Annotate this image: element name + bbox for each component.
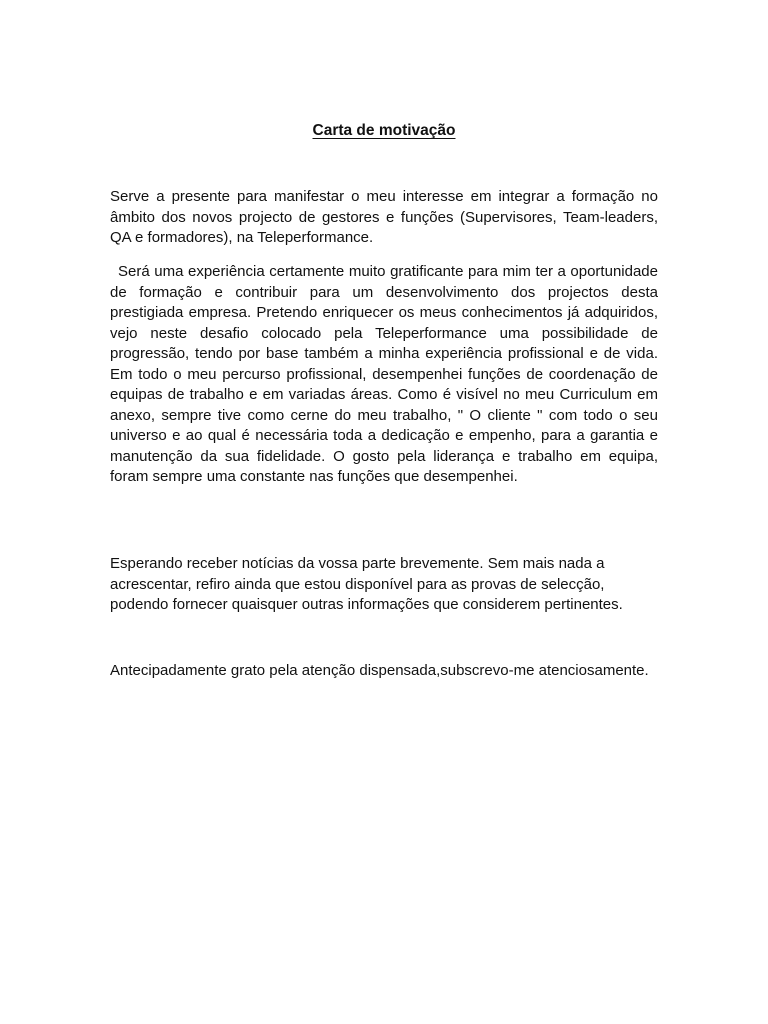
paragraph-experience: Será uma experiência certamente muito gratificante para mim ter a oportunidade de formação e contribuir para um desenvolvimento dos projectos desta prestigiada empresa. Pretendo enriquecer os meus conhecimentos já adquiridos, vejo neste desafio colocado pela Teleperformance uma possibilidade de progressão, tendo por base também a minha experiência profissional e de vida. Em todo o meu percurso profissional, desempenhei funções de coordenação de equipas de trabalho e em variadas áreas. Como é visível no meu Curriculum em anexo, sempre tive como cerne do meu trabalho, " O cliente " com todo o seu universo e ao qual é necessária toda a dedicação e empenho, para a garantia e manutenção da sua fidelidade. O gosto pela liderança e trabalho em equipa, foram sempre uma constante nas funções que desempenhei. — [110, 263, 658, 485]
letter-title: Carta de motivação — [312, 122, 456, 139]
paragraph-signoff: Antecipadamente grato pela atenção dispensada,subscrevo-me atenciosamente. — [110, 662, 649, 679]
paragraph-intro: Serve a presente para manifestar o meu interesse em integrar a formação no âmbito dos novos projecto de gestores e funções (Supervisores, Team-leaders, QA e formadores), na Teleperformance. — [110, 188, 658, 246]
paragraph-closing: Esperando receber notícias da vossa parte brevemente. Sem mais nada a acrescentar, refiro ainda que estou disponível para as provas de selecção, podendo fornecer quaisquer outras informações que considerem pertinentes. — [110, 555, 623, 613]
letter-title-container — [0, 120, 768, 142]
